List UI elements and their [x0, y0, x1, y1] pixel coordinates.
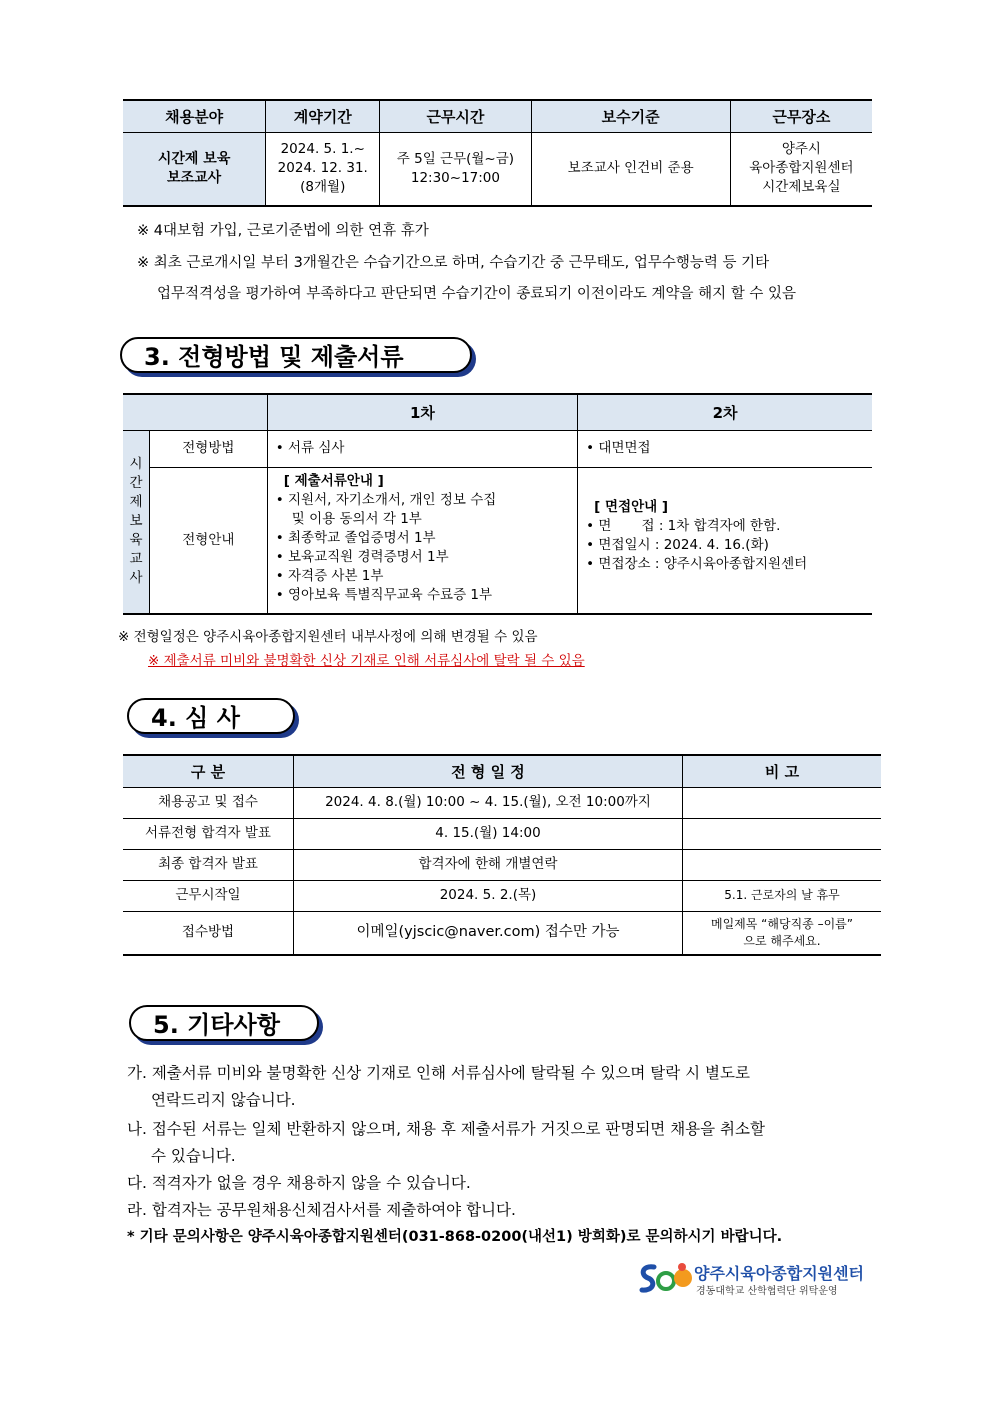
section-4-title: 4. 심 사	[127, 698, 295, 734]
header-field: 채용분야	[123, 100, 266, 132]
header-schedule: 전 형 일 정	[294, 755, 683, 787]
table-row: 근무시작일 2024. 5. 2.(목) 5.1. 근로자의 날 휴무	[123, 880, 881, 911]
employment-table	[123, 99, 872, 207]
row-method-first: • 서류 심사	[267, 430, 577, 467]
side-label: 시 간 제 보 육 교 사	[123, 430, 149, 614]
docs-item: • 보육교직원 경력증명서 1부	[275, 548, 449, 565]
interview-guide-title: [ 면접안내 ]	[594, 498, 669, 515]
header-pay: 보수기준	[531, 100, 730, 132]
period-cell: 2024. 5. 1.~ 2024. 12. 31. (8개월)	[266, 132, 380, 206]
table-row: 접수방법 이메일(yjscic@naver.com) 접수만 가능 메일제목 “해당직종 –이름” 으로 해주세요.	[123, 911, 881, 955]
note-schedule-change: ※ 전형일정은 양주시육아종합지원센터 내부사정에 의해 변경될 수 있음	[118, 629, 538, 645]
logo-icon	[636, 1261, 696, 1297]
section-3-title: 3. 전형방법 및 제출서류	[120, 337, 472, 373]
header-second-round: 2차	[578, 394, 872, 430]
header-category: 구 분	[123, 755, 294, 787]
etc-item-cont: 수 있습니다.	[151, 1147, 236, 1165]
header-first-round: 1차	[267, 394, 577, 430]
etc-list	[127, 1060, 877, 1251]
docs-item: • 지원서, 자기소개서, 개인 정보 수집	[275, 491, 497, 508]
interview-guide	[578, 467, 872, 614]
interview-item: • 면접일시 : 2024. 4. 16.(화)	[586, 536, 769, 553]
etc-item-cont: 연락드리지 않습니다.	[151, 1091, 296, 1109]
interview-item: • 면접장소 : 양주시육아종합지원센터	[586, 555, 808, 572]
docs-item: • 자격증 사본 1부	[275, 567, 384, 584]
table-row: 최종 합격자 발표 합격자에 한해 개별연락	[123, 849, 881, 880]
row-method-label: 전형방법	[149, 430, 267, 467]
note-insurance: ※ 4대보험 가입, 근로기준법에 의한 연휴 휴가	[137, 223, 429, 239]
section-5-title: 5. 기타사항	[129, 1005, 319, 1041]
docs-guide	[267, 467, 577, 614]
field-cell: 시간제 보육 보조교사	[123, 132, 266, 206]
note-missing-docs: ※ 제출서류 미비와 불명확한 신상 기재로 인해 서류심사에 탈락 될 수 있음	[148, 653, 585, 669]
schedule-table	[123, 754, 881, 956]
hours-cell: 주 5일 근무(월~금) 12:30~17:00	[380, 132, 531, 206]
header-hours: 근무시간	[380, 100, 531, 132]
note-probation: ※ 최초 근로개시일 부터 3개월간은 수습기간으로 하며, 수습기간 중 근무태도, 업무수행능력 등 기타	[137, 255, 770, 271]
pay-cell: 보조교사 인건비 준용	[531, 132, 730, 206]
etc-item: 다. 적격자가 없을 경우 채용하지 않을 수 있습니다.	[127, 1174, 471, 1192]
row-guide-label: 전형안내	[149, 467, 267, 614]
header-place: 근무장소	[730, 100, 872, 132]
center-logo	[636, 1261, 876, 1297]
etc-item: 가. 제출서류 미비와 불명확한 신상 기재로 인해 서류심사에 탈락될 수 있으며 탈락 시 별도로	[127, 1064, 750, 1082]
row-method-second: • 대면면접	[578, 430, 872, 467]
docs-item: 및 이용 동의서 각 1부	[291, 510, 422, 527]
header-period: 계약기간	[266, 100, 380, 132]
etc-item: 라. 합격자는 공무원채용신체검사서를 제출하여야 합니다.	[127, 1201, 516, 1219]
note-probation-cont: 업무적격성을 평가하여 부족하다고 판단되면 수습기간이 종료되기 이전이라도 계약을 해지 할 수 있음	[157, 286, 796, 302]
docs-item: • 영아보육 특별직무교육 수료증 1부	[275, 586, 493, 603]
docs-guide-title: [ 제출서류안내 ]	[283, 472, 384, 489]
etc-item: 나. 접수된 서류는 일체 반환하지 않으며, 채용 후 제출서류가 거짓으로 판명되면 채용을 취소할	[127, 1120, 765, 1138]
header-empty	[123, 394, 267, 430]
table-row: 서류전형 합격자 발표 4. 15.(월) 14:00	[123, 818, 881, 849]
selection-table	[123, 393, 872, 615]
docs-item: • 최종학교 졸업증명서 1부	[275, 529, 436, 546]
interview-item: • 면 접 : 1차 합격자에 한함.	[586, 517, 781, 534]
table-row: 채용공고 및 접수 2024. 4. 8.(월) 10:00 ~ 4. 15.(월), 오전 10:00까지	[123, 787, 881, 818]
logo-sub: 경동대학교 산학협력단 위탁운영	[696, 1286, 838, 1297]
place-cell: 양주시 육아종합지원센터 시간제보육실	[730, 132, 872, 206]
header-remark: 비 고	[683, 755, 882, 787]
logo-name: 양주시육아종합지원센터	[694, 1264, 865, 1283]
contact-note: * 기타 문의사항은 양주시육아종합지원센터(031-868-0200(내선1) 방희화)로 문의하시기 바랍니다.	[127, 1229, 783, 1245]
